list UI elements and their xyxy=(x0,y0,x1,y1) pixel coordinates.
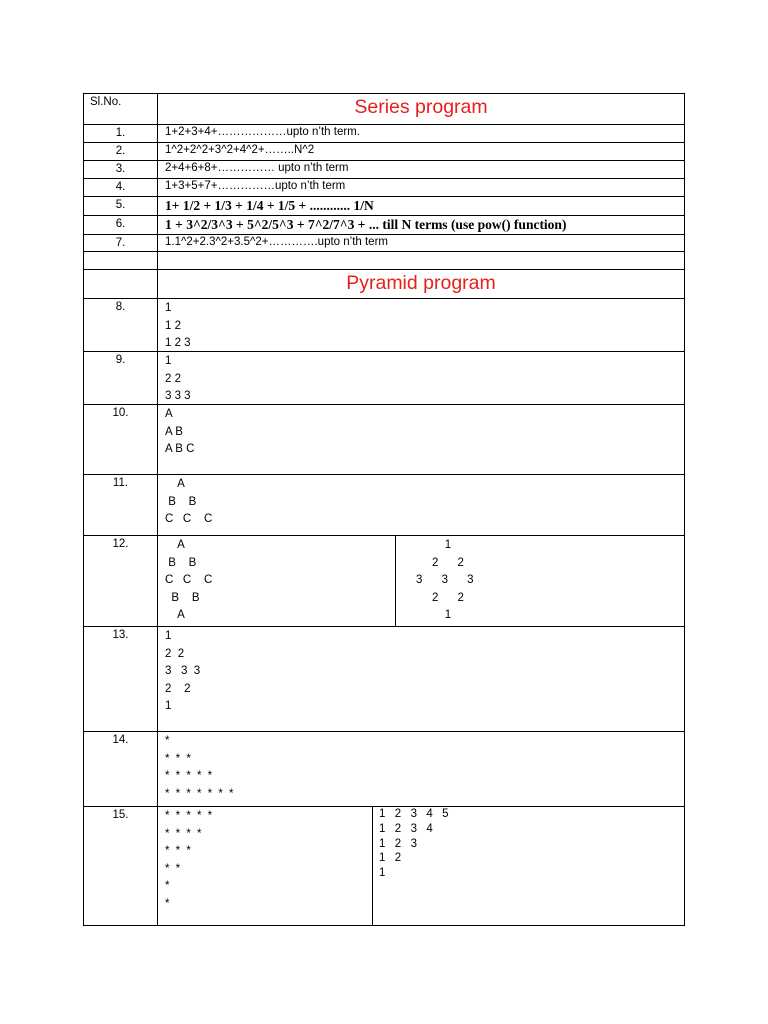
pattern-right xyxy=(373,807,684,925)
pattern-line: 1 xyxy=(165,302,172,314)
pattern-line: * * * xyxy=(165,752,193,765)
pattern-line: 1 2 3 xyxy=(165,337,191,349)
series-text: 1^2+2^2+3^2+4^2+……..N^2 xyxy=(165,144,315,156)
pattern-line: * * * * * xyxy=(165,770,214,782)
pattern-line: * * * xyxy=(165,845,193,857)
serial-number: 2. xyxy=(84,143,158,160)
pattern-line: 1 xyxy=(165,630,172,642)
pattern-line: 1 2 3 4 xyxy=(379,822,434,835)
pattern-right xyxy=(396,536,684,626)
pattern-line: 1 2 xyxy=(165,319,181,332)
pattern-left xyxy=(158,536,396,626)
series-text: 1.1^2+2.3^2+3.5^2+………….upto n’th term xyxy=(165,236,388,248)
pattern-left xyxy=(158,807,373,925)
pattern-line: 2 2 xyxy=(165,372,181,385)
pattern-line: B B xyxy=(165,591,200,604)
pattern-line: A xyxy=(165,609,185,621)
pattern-line: 2 2 xyxy=(416,556,464,569)
pattern-line: * xyxy=(165,880,171,892)
serial-number: 13. xyxy=(84,627,158,731)
series-heading: Series program xyxy=(354,96,488,118)
table-row xyxy=(84,160,684,178)
pattern-cell xyxy=(158,627,684,731)
table-row xyxy=(84,535,684,626)
table-row xyxy=(84,474,684,535)
pattern-line: 1 xyxy=(416,609,452,621)
pyramid-heading: Pyramid program xyxy=(346,272,496,294)
pyramid-header-row xyxy=(84,269,684,298)
serial-number: 12. xyxy=(84,536,158,626)
serial-number: 9. xyxy=(84,352,158,404)
pattern-line: C C C xyxy=(165,513,213,525)
pattern-cell xyxy=(158,405,684,474)
pattern-cell xyxy=(158,299,684,351)
serial-number: 3. xyxy=(84,161,158,178)
header-row xyxy=(84,94,684,124)
table-row xyxy=(84,215,684,234)
pattern-line: C C C xyxy=(165,574,213,586)
table-row xyxy=(84,404,684,474)
pattern-line: B B xyxy=(165,495,197,508)
serial-number: 4. xyxy=(84,179,158,196)
serial-number: 14. xyxy=(84,732,158,806)
pattern-line: * * xyxy=(165,862,182,875)
serial-number xyxy=(84,252,158,269)
pattern-line: 2 2 xyxy=(165,647,185,660)
pattern-line: A B xyxy=(165,425,183,438)
table-row xyxy=(84,234,684,251)
pattern-line: A B C xyxy=(165,443,195,455)
series-text: 1+2+3+4+………………upto n’th term. xyxy=(165,126,360,138)
pattern-line: 2 2 xyxy=(416,591,464,604)
pattern-line: * * * * * * * xyxy=(165,787,235,800)
serial-number xyxy=(84,270,158,298)
serial-number: 6. xyxy=(84,216,158,234)
serial-number: 8. xyxy=(84,299,158,351)
serial-number: 11. xyxy=(84,475,158,535)
pattern-line: A xyxy=(165,539,185,551)
pattern-line: 1 2 3 xyxy=(379,837,418,850)
pattern-line: 1 xyxy=(379,867,387,880)
series-text: 1+ 1/2 + 1/3 + 1/4 + 1/5 + ............ 1/N xyxy=(165,198,374,213)
pattern-line: B B xyxy=(165,556,197,569)
table-row xyxy=(84,806,684,925)
serial-number: 7. xyxy=(84,235,158,251)
pattern-line: * * * * xyxy=(165,827,203,840)
pattern-line: A xyxy=(165,478,185,490)
pattern-line: * xyxy=(165,897,171,910)
pattern-line: 3 3 3 xyxy=(165,665,201,677)
pattern-cell xyxy=(158,732,684,806)
pattern-split-cell xyxy=(158,807,684,925)
pattern-line: 1 2 xyxy=(379,852,403,865)
table-row xyxy=(84,196,684,215)
pattern-line: 1 xyxy=(165,355,172,367)
table-row xyxy=(84,351,684,404)
serial-number: 10. xyxy=(84,405,158,474)
pattern-cell xyxy=(158,475,684,535)
table-row xyxy=(84,731,684,806)
series-text: 1 + 3^2/3^3 + 5^2/5^3 + 7^2/7^3 + ... till N terms (use pow() function) xyxy=(165,217,567,232)
serial-number: 1. xyxy=(84,125,158,142)
table-row xyxy=(84,124,684,142)
pattern-line: * * * * * xyxy=(165,810,214,822)
pattern-line: 3 3 3 xyxy=(416,574,474,586)
table-row xyxy=(84,142,684,160)
empty-row xyxy=(84,251,684,269)
pattern-line: 1 xyxy=(416,539,452,551)
pattern-line: 3 3 3 xyxy=(165,390,191,402)
table-row xyxy=(84,626,684,731)
pattern-line: * xyxy=(165,735,171,747)
programs-table xyxy=(83,93,685,926)
pattern-cell xyxy=(158,352,684,404)
table-row xyxy=(84,298,684,351)
pattern-line: A xyxy=(165,408,173,420)
slno-header: Sl.No. xyxy=(84,94,158,124)
pattern-line: 1 xyxy=(165,700,172,712)
pattern-line: 2 2 xyxy=(165,682,191,695)
table-row xyxy=(84,178,684,196)
empty-cell xyxy=(158,252,684,269)
serial-number: 5. xyxy=(84,197,158,215)
serial-number: 15. xyxy=(84,807,158,925)
pattern-line: 1 2 3 4 5 xyxy=(379,808,450,820)
series-text: 2+4+6+8+…………… upto n’th term xyxy=(165,162,349,174)
pattern-split-cell xyxy=(158,536,684,626)
series-text: 1+3+5+7+……………upto n’th term xyxy=(165,180,346,192)
